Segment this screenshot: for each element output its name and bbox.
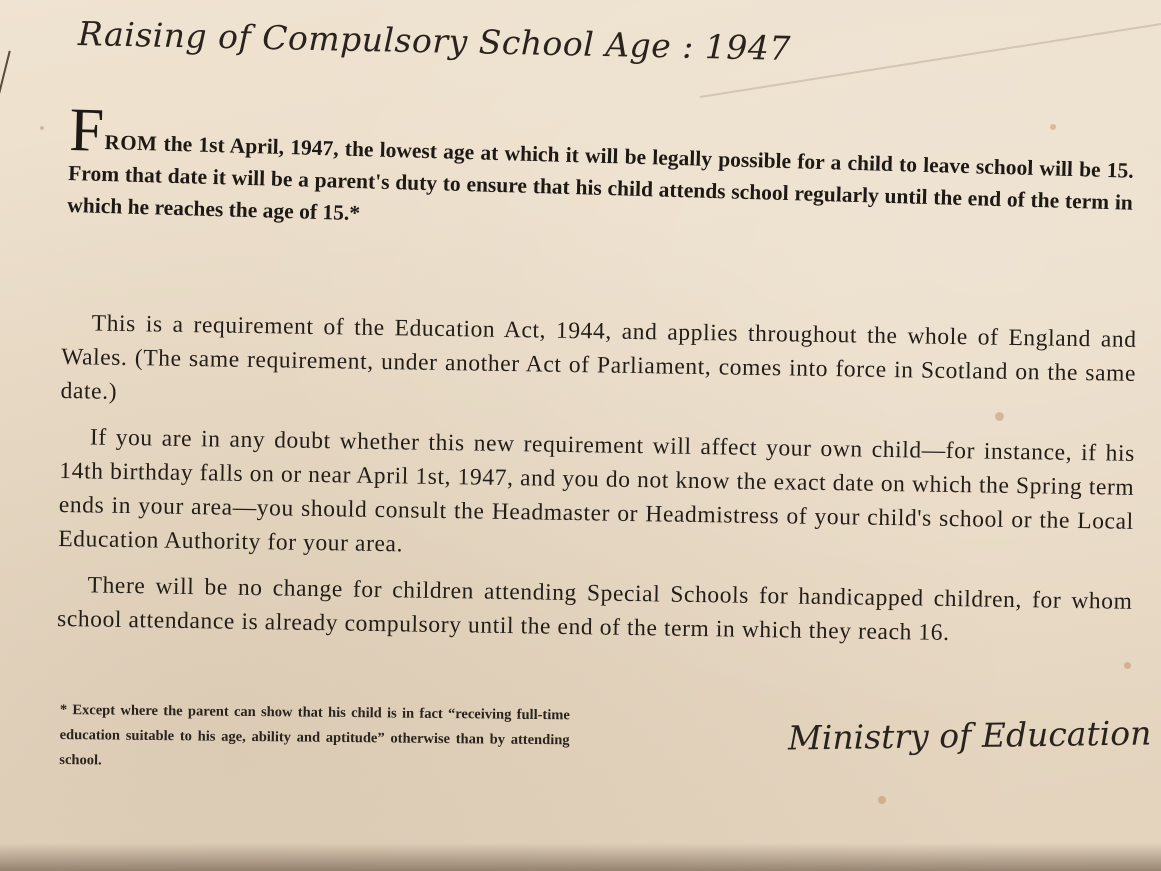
document-title: Raising of Compulsory School Age : 1947 xyxy=(77,14,792,68)
ministry-signature: Ministry of Education xyxy=(787,713,1152,758)
paragraph-doubt: If you are in any doubt whether this new requirement will affect your own child—for instance, if his 14th birthday falls on or near April 1st, 1947, and you do not know the exact date on which the Spring term ends in your area—you should consult the Headmaster or Headmistress of your child's school or the Local Education Authority for your area. xyxy=(58,424,1136,558)
foxing-spot xyxy=(878,796,886,804)
drop-cap: F xyxy=(68,96,105,165)
lead-paragraph xyxy=(67,96,1135,251)
paragraph-education-act: This is a requirement of the Education Act, 1944, and applies throughout the whole of England and Wales. (The same requirement, under another Act of Parliament, comes into force in Scotland on the same date.) xyxy=(60,310,1137,405)
edge-pen-mark xyxy=(0,51,11,106)
paragraph-special-schools: There will be no change for children attending Special Schools for handicapped children, for whom school attendance is already compulsory until the end of the term in which they reach 16. xyxy=(56,572,1133,646)
body-text xyxy=(57,306,1137,665)
foxing-spot xyxy=(40,126,44,130)
bottom-shadow xyxy=(0,843,1161,871)
lead-text: the 1st April, 1947, the lowest age at which it will be legally possible for a child to leave school will be 15. From that date it will be a parent's duty to ensure that his child attends school regularly until the end of the term in which he reaches the age of 15.* xyxy=(67,131,1135,226)
footnote: * Except where the parent can show that his child is in fact “receiving full-time education suitable to his age, ability and aptitude” otherwise than by attending school. xyxy=(59,701,570,769)
foxing-spot xyxy=(1050,124,1056,130)
drop-cap-rest: ROM xyxy=(104,129,158,156)
